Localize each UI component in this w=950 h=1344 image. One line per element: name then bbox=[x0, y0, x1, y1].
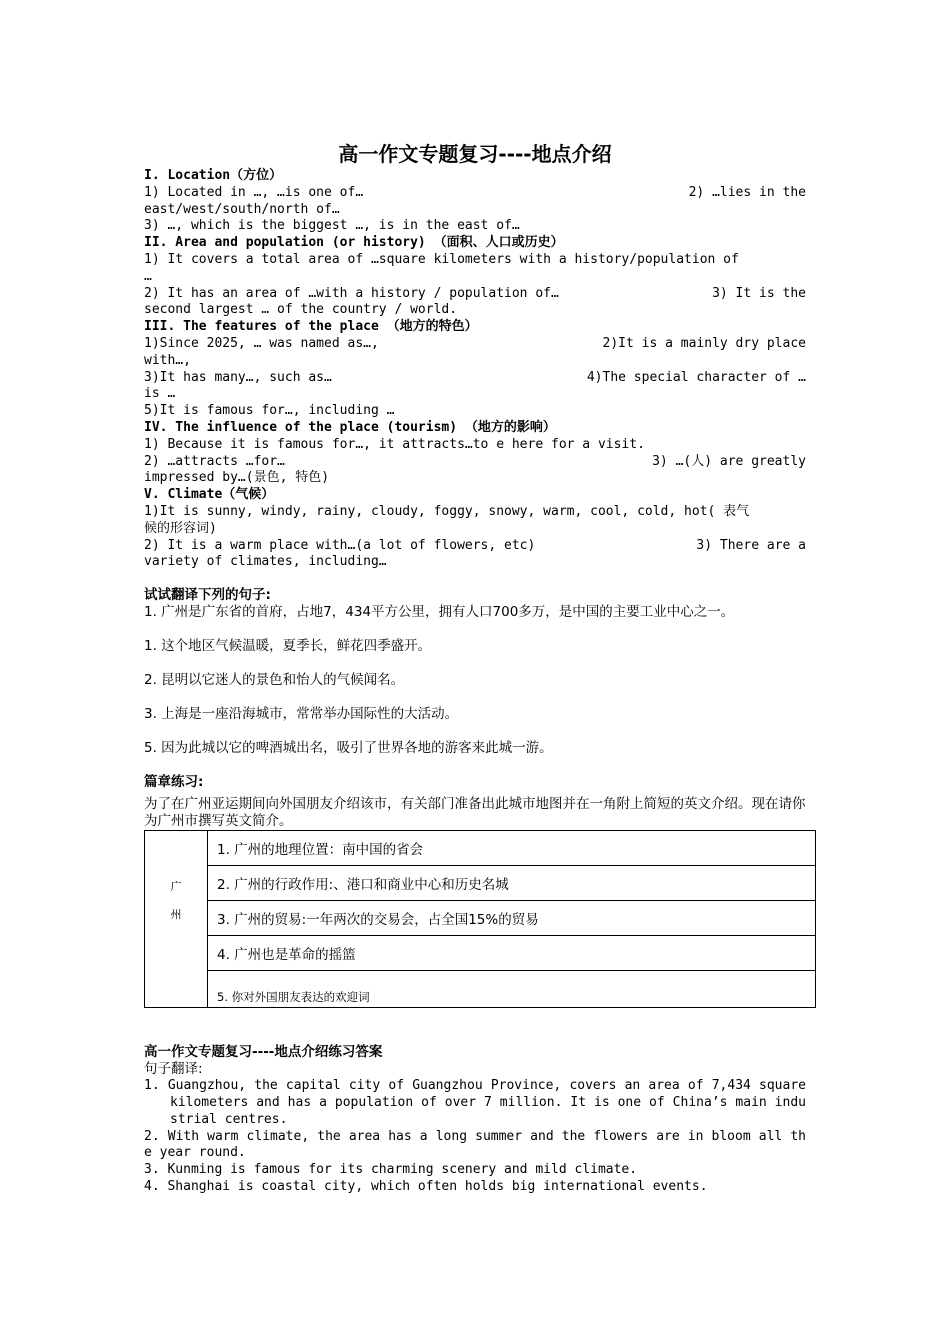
document-page bbox=[144, 140, 806, 1196]
essay-prompt: 为了在广州亚运期间向外国朋友介绍该市，有关部门准备出此城市地图并在一角附上简短的英文介绍。现在请你为广州市撰写英文简介。 bbox=[144, 796, 806, 830]
spacer bbox=[144, 757, 806, 774]
spacer bbox=[144, 571, 806, 587]
location-line-1-cont: east/west/south/north of… bbox=[144, 201, 340, 217]
features-line-1 bbox=[144, 336, 806, 353]
essay-heading: 篇章练习: bbox=[144, 774, 204, 791]
spacer bbox=[144, 621, 806, 638]
climate-line-1: 1)It is sunny, windy, rainy, cloudy, foggy, snowy, warm, cool, cold, hot( 表气 bbox=[144, 503, 750, 519]
text: 2) It is a warm place with…(a lot of flowers, etc) bbox=[144, 537, 536, 553]
area-line-2-cont: second largest … of the country / world. bbox=[144, 302, 458, 318]
area-line-1-cont: … bbox=[144, 268, 152, 284]
answer-item: 1. Guangzhou, the capital city of Guangzhou Province, covers an area of 7,434 square kilometers and has a population of over 7 million. It is one of China’s main industrial centres. bbox=[144, 1078, 806, 1127]
climate-line-2-cont: variety of climates, including… bbox=[144, 554, 387, 570]
city-label-char: 广 bbox=[170, 880, 182, 894]
answer-item: 3. Kunming is famous for its charming scenery and mild climate. bbox=[144, 1162, 638, 1178]
spacer bbox=[144, 655, 806, 672]
answer-item: 4. Shanghai is coastal city, which often holds big international events. bbox=[144, 1178, 708, 1194]
outline-point: 5. 你对外国朋友表达的欢迎词 bbox=[208, 971, 816, 1008]
outline-point: 1. 广州的地理位置：南中国的省会 bbox=[208, 831, 816, 866]
translate-item: 1. 广州是广东省的首府，占地7，434平方公里，拥有人口700多万，是中国的主要工业中心之一。 bbox=[144, 604, 735, 621]
table-row bbox=[145, 971, 816, 1008]
section-heading-location: I. Location（方位） bbox=[144, 168, 283, 183]
text: 4)The special character of … bbox=[586, 369, 806, 385]
essay-outline-table bbox=[144, 830, 816, 1008]
outline-point: 2. 广州的行政作用:、港口和商业中心和历史名城 bbox=[208, 866, 816, 901]
text: 1)Since 2025, … was named as…, bbox=[144, 335, 379, 351]
section-heading-features: III. The features of the place （地方的特色） bbox=[144, 319, 478, 335]
text: 1) Located in …, …is one of… bbox=[144, 184, 364, 200]
text: 2) …lies in the bbox=[688, 184, 806, 200]
influence-line-2-cont: impressed by…(景色, 特色) bbox=[144, 470, 330, 486]
outline-point: 3. 广州的贸易:一年两次的交易会，占全国15%的贸易 bbox=[208, 901, 816, 936]
table-row bbox=[145, 866, 816, 901]
answers-subheading: 句子翻译: bbox=[144, 1061, 203, 1078]
influence-line-2 bbox=[144, 454, 806, 471]
answers-section bbox=[144, 1044, 806, 1196]
features-line-1-cont: with…, bbox=[144, 352, 191, 368]
section-heading-climate: V. Climate（气候） bbox=[144, 487, 275, 503]
section-heading-area: II. Area and population (or history) （面积、人口或历史） bbox=[144, 235, 564, 251]
text: 3) …(人) are greatly bbox=[652, 453, 806, 469]
translate-item: 1. 这个地区气候温暖，夏季长，鲜花四季盛开。 bbox=[144, 638, 432, 655]
text: 3) It is the bbox=[712, 285, 806, 301]
influence-line-1: 1) Because it is famous for…, it attracts…to e here for a visit. bbox=[144, 436, 645, 452]
features-line-2-cont: is … bbox=[144, 386, 176, 402]
table-row bbox=[145, 901, 816, 936]
translate-heading: 试试翻译下列的句子: bbox=[144, 587, 271, 604]
translate-item: 2. 昆明以它迷人的景色和怡人的气候闻名。 bbox=[144, 672, 405, 689]
answer-item: 2. With warm climate, the area has a long summer and the flowers are in bloom all the year round. bbox=[144, 1128, 806, 1161]
city-label-char: 州 bbox=[170, 908, 182, 922]
table-row bbox=[145, 936, 816, 971]
translate-item: 5. 因为此城以它的啤酒城出名，吸引了世界各地的游客来此城一游。 bbox=[144, 740, 553, 757]
outline-point: 4. 广州也是革命的摇篮 bbox=[208, 936, 816, 971]
location-line-2: 3) …, which is the biggest …, is in the east of… bbox=[144, 218, 520, 234]
area-line-1: 1) It covers a total area of …square kilometers with a history/population of bbox=[144, 251, 739, 267]
spacer bbox=[144, 689, 806, 706]
climate-line-2 bbox=[144, 538, 806, 555]
city-label-cell bbox=[145, 831, 208, 1008]
area-line-2 bbox=[144, 286, 806, 303]
page-title: 高一作文专题复习----地点介绍 bbox=[338, 142, 612, 166]
text: 2) …attracts …for… bbox=[144, 453, 285, 469]
text: 2)It is a mainly dry place bbox=[602, 335, 806, 351]
translate-item: 3. 上海是一座沿海城市，常常举办国际性的大活动。 bbox=[144, 706, 459, 723]
answers-heading: 高一作文专题复习----地点介绍练习答案 bbox=[144, 1044, 383, 1061]
table-row bbox=[145, 831, 816, 866]
text: 2) It has an area of …with a history / population of… bbox=[144, 285, 559, 301]
location-line-1 bbox=[144, 185, 806, 202]
text: 3) There are a bbox=[696, 537, 806, 553]
section-heading-influence: IV. The influence of the place (tourism) （地方的影响） bbox=[144, 419, 556, 435]
climate-line-1-cont: 候的形容词) bbox=[144, 520, 217, 536]
features-line-3: 5)It is famous for…, including … bbox=[144, 403, 395, 419]
features-line-2 bbox=[144, 370, 806, 387]
spacer bbox=[144, 723, 806, 740]
text: 3)It has many…, such as… bbox=[144, 369, 332, 385]
